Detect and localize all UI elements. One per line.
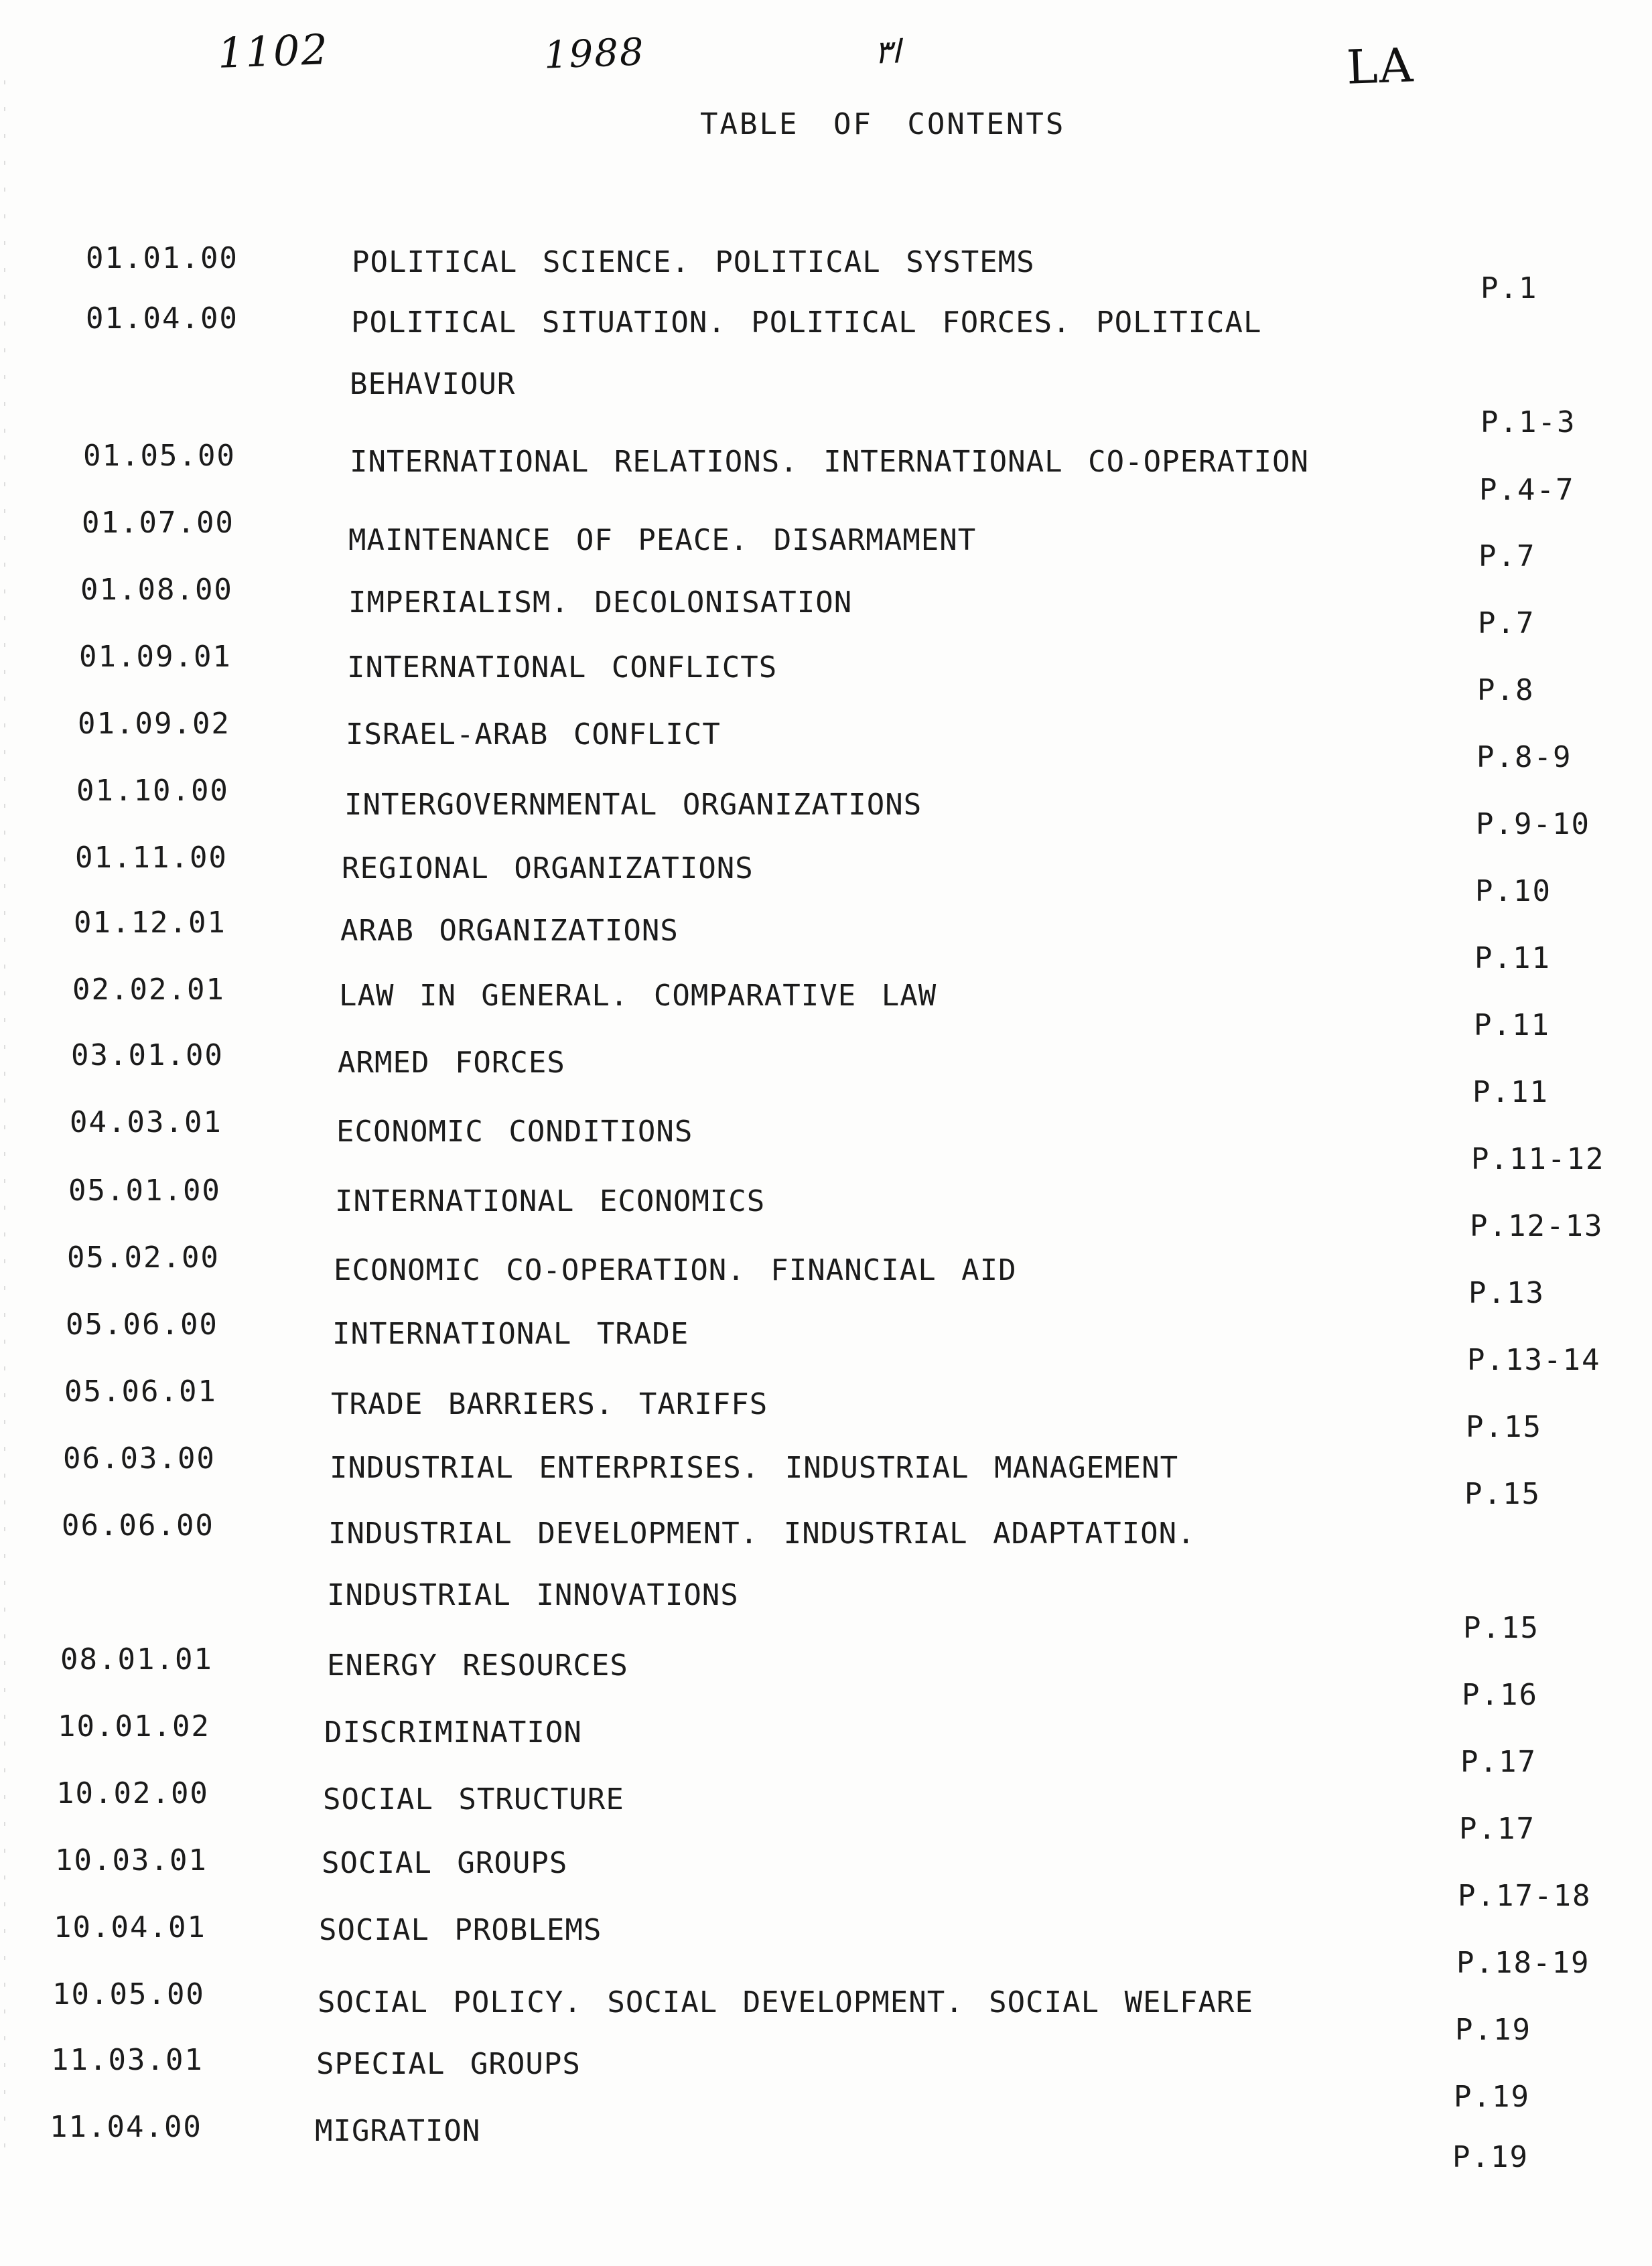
toc-entry-title: INDUSTRIAL DEVELOPMENT. INDUSTRIAL ADAPTATION. <box>328 1516 1196 1551</box>
toc-entry-title: ECONOMIC CONDITIONS <box>336 1115 693 1149</box>
handwritten-note-4: LA <box>1345 38 1416 95</box>
toc-entry-title: INTERNATIONAL ECONOMICS <box>335 1184 766 1218</box>
toc-entry-page: P.7 <box>1478 539 1536 573</box>
toc-entry-title: ISRAEL-ARAB CONFLICT <box>346 717 721 752</box>
toc-entry-code: 04.03.01 <box>70 1105 222 1139</box>
toc-entry-code: 01.04.00 <box>86 301 238 336</box>
toc-entry-code: 01.05.00 <box>83 439 236 473</box>
toc-entry-code: 01.11.00 <box>75 841 228 875</box>
toc-entry-title: REGIONAL ORGANIZATIONS <box>342 851 754 886</box>
toc-entry-title: BEHAVIOUR <box>350 367 516 401</box>
toc-entry-code: 01.08.00 <box>80 573 233 607</box>
toc-entry-page: P.4-7 <box>1479 473 1575 507</box>
toc-entry-page: P.10 <box>1475 874 1552 908</box>
toc-entry-page: P.17 <box>1459 1812 1535 1846</box>
toc-entry-page: P.15 <box>1463 1611 1539 1645</box>
toc-entry-title: ARAB ORGANIZATIONS <box>340 914 679 948</box>
toc-entry-title: DISCRIMINATION <box>324 1715 582 1750</box>
toc-entry-title: INTERNATIONAL CONFLICTS <box>347 650 778 685</box>
toc-entry-page: P.15 <box>1466 1410 1542 1444</box>
toc-entry-title: SOCIAL POLICY. SOCIAL DEVELOPMENT. SOCIAL WELFARE <box>318 1985 1254 2020</box>
toc-entry-page: P.19 <box>1454 2080 1530 2114</box>
toc-entry-title: POLITICAL SCIENCE. POLITICAL SYSTEMS <box>352 245 1035 279</box>
toc-entry-code: 01.07.00 <box>82 506 234 540</box>
toc-entry-page: P.13-14 <box>1467 1343 1601 1377</box>
handwritten-note-1: 1102 <box>216 25 330 78</box>
toc-entry-title: MIGRATION <box>315 2114 481 2148</box>
toc-entry-page: P.19 <box>1455 2013 1531 2047</box>
toc-entry-page: P.8-9 <box>1476 740 1572 774</box>
toc-entry-code: 05.02.00 <box>67 1241 220 1275</box>
toc-entry-code: 10.04.01 <box>54 1910 206 1944</box>
toc-entry-page: P.13 <box>1468 1276 1545 1310</box>
toc-entry-code: 10.03.01 <box>55 1843 208 1878</box>
toc-entry-title: POLITICAL SITUATION. POLITICAL FORCES. POLITICAL <box>351 305 1262 340</box>
toc-entry-code: 05.06.00 <box>66 1307 218 1342</box>
toc-entry-page: P.11 <box>1474 941 1551 975</box>
toc-entry-code: 05.01.00 <box>68 1174 221 1208</box>
toc-entry-title: INDUSTRIAL INNOVATIONS <box>327 1578 739 1612</box>
toc-entry-page: P.7 <box>1478 606 1535 640</box>
toc-entry-title: SPECIAL GROUPS <box>316 2047 581 2081</box>
toc-entry-code: 01.09.02 <box>78 707 230 741</box>
toc-entry-code: 06.03.00 <box>63 1441 216 1476</box>
toc-entry-code: 01.01.00 <box>86 241 238 275</box>
toc-entry-page: P.8 <box>1477 673 1535 707</box>
toc-entry-code: 11.03.01 <box>51 2043 204 2077</box>
toc-entry-title: SOCIAL STRUCTURE <box>323 1782 624 1817</box>
toc-entry-page: P.17-18 <box>1458 1879 1592 1913</box>
toc-entry-code: 10.02.00 <box>56 1776 209 1811</box>
toc-entry-code: 10.05.00 <box>52 1977 205 2011</box>
toc-entry-page: P.11 <box>1472 1075 1549 1109</box>
toc-entry-code: 01.10.00 <box>76 774 229 808</box>
toc-entry-title: ECONOMIC CO-OPERATION. FINANCIAL AID <box>334 1253 1017 1287</box>
page-title: TABLE OF CONTENTS <box>700 107 1066 141</box>
toc-entry-code: 10.01.02 <box>58 1709 210 1744</box>
handwritten-note-3: ا٣ <box>874 33 902 72</box>
toc-entry-page: P.16 <box>1462 1678 1538 1712</box>
toc-entry-title: SOCIAL GROUPS <box>322 1846 568 1880</box>
toc-entry-title: TRADE BARRIERS. TARIFFS <box>331 1387 768 1421</box>
toc-entry-page: P.19 <box>1452 2140 1529 2174</box>
toc-entry-title: ENERGY RESOURCES <box>327 1648 628 1683</box>
toc-entry-title: SOCIAL PROBLEMS <box>319 1913 602 1947</box>
toc-entry-code: 03.01.00 <box>71 1038 224 1072</box>
toc-entry-title: INTERNATIONAL RELATIONS. INTERNATIONAL CO-OPERATION <box>350 445 1310 479</box>
toc-entry-code: 08.01.01 <box>60 1642 213 1677</box>
toc-entry-page: P.1-3 <box>1481 405 1576 439</box>
toc-entry-page: P.9-10 <box>1476 807 1590 841</box>
toc-entry-title: LAW IN GENERAL. COMPARATIVE LAW <box>339 979 937 1013</box>
toc-entry-title: INTERGOVERNMENTAL ORGANIZATIONS <box>344 788 922 822</box>
toc-entry-code: 05.06.01 <box>64 1374 217 1409</box>
handwritten-note-2: 1988 <box>543 30 646 78</box>
toc-entry-code: 02.02.01 <box>72 973 225 1007</box>
toc-entry-code: 11.04.00 <box>50 2110 202 2144</box>
toc-entry-page: P.17 <box>1460 1745 1537 1779</box>
toc-entry-page: P.11-12 <box>1471 1142 1605 1176</box>
toc-entry-title: ARMED FORCES <box>338 1046 565 1080</box>
toc-entry-title: IMPERIALISM. DECOLONISATION <box>348 585 853 620</box>
toc-entry-code: 06.06.00 <box>62 1508 214 1543</box>
toc-entry-page: P.18-19 <box>1456 1946 1590 1980</box>
toc-entry-title: INDUSTRIAL ENTERPRISES. INDUSTRIAL MANAGEMENT <box>330 1451 1179 1485</box>
toc-entry-code: 01.12.01 <box>74 906 226 940</box>
toc-entry-title: MAINTENANCE OF PEACE. DISARMAMENT <box>348 523 977 557</box>
toc-entry-code: 01.09.01 <box>79 640 232 674</box>
toc-entry-page: P.12-13 <box>1470 1209 1604 1243</box>
scan-edge-mark <box>4 80 5 2157</box>
toc-entry-page: P.11 <box>1474 1008 1550 1042</box>
toc-entry-title: INTERNATIONAL TRADE <box>332 1317 689 1351</box>
toc-entry-page: P.15 <box>1464 1477 1541 1511</box>
toc-entry-page: P.1 <box>1481 271 1538 305</box>
